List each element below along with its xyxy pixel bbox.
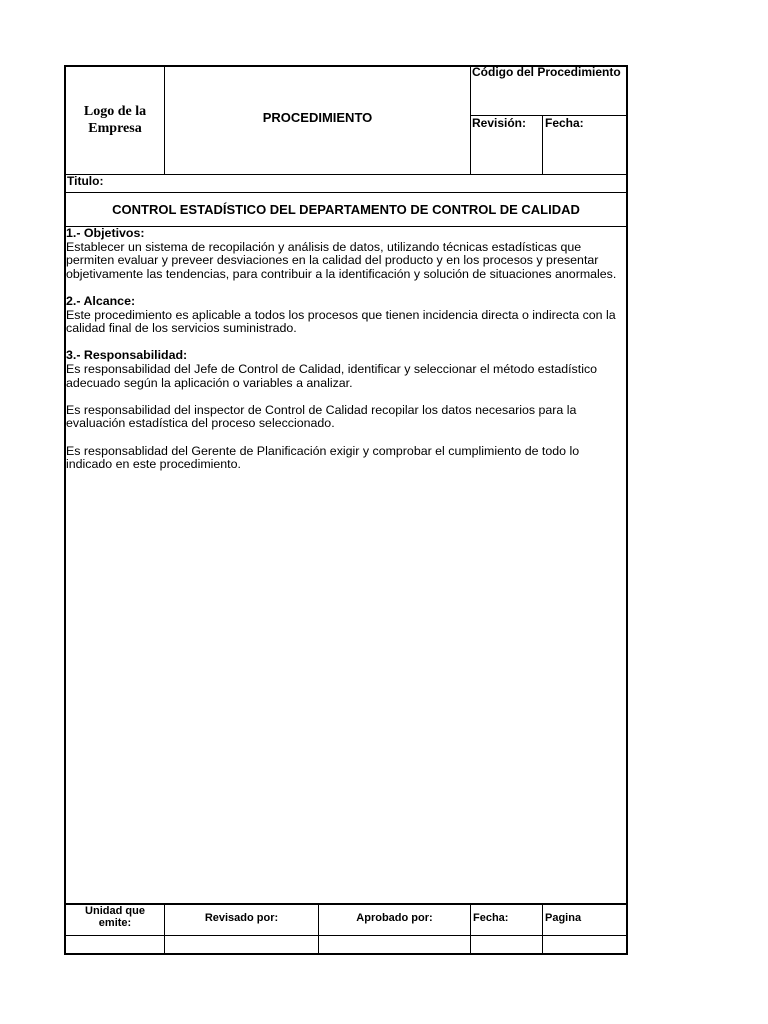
border-left	[64, 65, 66, 955]
approved-by-label: Aprobado por:	[356, 912, 433, 924]
page-label: Pagina	[545, 912, 582, 924]
procedure-code-label: Código del Procedimiento	[472, 65, 621, 79]
procedure-label: PROCEDIMIENTO	[262, 110, 373, 125]
scope-text: Este procedimiento es aplicable a todos los procesos que tienen incidencia directa o indirecta con la calidad final de los servicios suministrado.	[66, 307, 616, 336]
responsibility-paragraph-3: Es responsablidad del Gerente de Planificación exigir y comprobar el cumplimiento de todo lo indicado en este procedimiento.	[66, 443, 580, 472]
reviewed-by-value-cell[interactable]	[165, 936, 318, 953]
header-date-label: Fecha:	[545, 116, 584, 130]
issuing-unit-label	[66, 905, 164, 929]
issuing-unit-value-cell[interactable]	[66, 936, 164, 953]
header-divider-revision	[542, 115, 543, 175]
title-label: Titulo:	[67, 174, 104, 188]
responsibility-paragraph-1: Es responsabilidad del Jefe de Control de Calidad, identificar y seleccionar el método estadístico adecuado según la aplicación o variables a analizar.	[66, 361, 598, 390]
page-value-cell[interactable]	[543, 936, 626, 953]
objectives-heading: 1.- Objetivos:	[66, 226, 145, 240]
border-right	[626, 65, 628, 955]
logo-line-2: Empresa	[88, 121, 142, 136]
responsibility-paragraph-2: Es responsabilidad del inspector de Control de Calidad recopilar los datos necesarios para la evaluación estadística del proceso seleccionado.	[66, 402, 577, 431]
issuing-unit-line-1: Unidad que	[85, 905, 145, 917]
header-divider-procedure	[470, 65, 471, 175]
responsibility-heading: 3.- Responsabilidad:	[66, 348, 188, 363]
procedure-body	[66, 227, 625, 472]
date-value-cell[interactable]	[471, 936, 542, 953]
logo-line-1: Logo de la	[83, 104, 147, 119]
revision-label: Revisión:	[472, 116, 527, 130]
scope-heading: 2.- Alcance:	[66, 293, 136, 308]
header-bottom-line	[64, 174, 628, 175]
company-logo-placeholder	[66, 103, 164, 137]
document-title: CONTROL ESTADÍSTICO DEL DEPARTAMENTO DE CONTROL DE CALIDAD	[112, 202, 580, 217]
objectives-text: Establecer un sistema de recopilación y análisis de datos, utilizando técnicas estadísticas que permiten evaluar y preveer desviaciones en la calidad del producto y en los procesos y presentar objetivamente las tendencias, para contribuir a la identificación y solución de situaciones anormales.	[66, 239, 617, 281]
issuing-unit-line-2: emite:	[98, 917, 132, 929]
approved-by-value-cell[interactable]	[319, 936, 470, 953]
footer-date-label: Fecha:	[473, 912, 509, 924]
title-label-bottom-line	[64, 192, 628, 193]
reviewed-by-label: Revisado por:	[204, 912, 279, 924]
border-bottom	[64, 953, 628, 955]
